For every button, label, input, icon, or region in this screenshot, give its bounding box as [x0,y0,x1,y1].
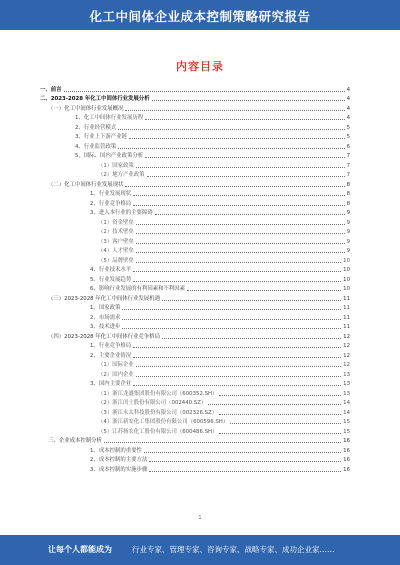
toc-leader-dots [136,375,341,377]
toc-entry[interactable] [40,160,350,170]
toc-entry-page: 15 [343,419,350,425]
toc-entry-page: 8 [346,200,350,207]
toc-entry[interactable] [40,217,350,227]
toc-entry-label: 2、市场需求 [90,314,121,321]
toc-entry[interactable] [40,369,350,379]
toc-entry[interactable] [40,407,350,417]
toc-leader-dots [136,232,345,234]
toc-entry-page: 4 [346,86,350,93]
toc-entry-page: 14 [343,400,350,406]
toc-leader-dots [122,308,341,310]
toc-entry[interactable] [40,141,350,151]
toc-leader-dots [136,365,341,367]
toc-leader-dots [133,280,341,282]
toc-leader-dots [136,223,345,225]
toc-leader-dots [149,470,341,472]
toc-entry-page: 10 [343,257,350,264]
toc-entry-page: 10 [343,286,350,292]
toc-entry-label: 6、影响行业发展的有利因素和不利因素 [90,286,186,292]
toc-leader-dots [133,346,341,348]
toc-entry-page: 11 [343,305,350,311]
toc-entry[interactable] [40,132,350,142]
toc-leader-dots [219,432,341,434]
toc-entry-label: （四）2023-2028 年化工中间体行业竞争格局 [48,333,160,340]
toc-entry[interactable] [40,198,350,208]
toc-entry-page: 14 [343,409,350,416]
toc-entry[interactable] [40,170,350,180]
toc-entry[interactable] [40,208,350,218]
toc-entry-label: 1、行业发展现状 [90,191,132,197]
toc-entry-page: 8 [346,191,350,197]
toc-entry-page: 9 [346,210,350,216]
page-header [0,0,400,30]
toc-entry[interactable] [40,322,350,332]
toc-entry-page: 11 [343,295,350,302]
toc-entry[interactable] [40,265,350,275]
report-title: 化工中间体企业成本控制策略研究报告 [89,9,311,24]
toc-entry-label: （1）浙江龙盛集团股份有限公司（600352.SH） [98,390,218,397]
toc-entry-page: 15 [343,428,350,435]
toc-leader-dots [219,394,341,396]
toc-entry-page: 7 [346,162,350,169]
toc-entry[interactable] [40,464,350,474]
toc-leader-dots [208,403,341,405]
toc-entry-page: 16 [343,466,350,473]
toc-leader-dots [136,166,345,168]
toc-leader-dots [187,289,341,291]
toc-leader-dots [145,156,344,158]
toc-entry-page: 5 [346,124,350,131]
toc-entry-label: （2）技术壁垒 [98,229,134,235]
toc-entry-page: 11 [343,314,350,321]
toc-entry-label: （2）浙江闰土股份有限公司（002440.SZ） [98,400,207,406]
toc-entry[interactable] [40,331,350,341]
toc-entry-page: 12 [343,352,350,359]
toc-entry-label: 3、技术进步 [90,324,121,330]
toc-entry[interactable] [40,388,350,398]
toc-entry[interactable] [40,398,350,408]
page-number: 1 [198,515,202,521]
toc-entry-label: 1、国家政策 [90,305,121,311]
toc-entry-label: 5、国际、国内产业政策分析 [75,153,144,159]
toc-leader-dots [149,460,341,462]
toc-entry-page: 9 [346,219,350,226]
toc-entry-label: 5、行业发展趋势 [90,276,132,283]
toc-entry[interactable] [40,189,350,199]
toc-entry[interactable] [40,360,350,370]
toc-entry-page: 12 [343,343,350,349]
toc-entry-label: 4、行业技术水平 [90,267,132,273]
toc-entry-page: 7 [346,172,350,178]
toc-leader-dots [104,441,341,443]
table-of-contents [40,84,350,474]
toc-entry-label: 二、2023-2028 年化工中间体行业发展分析 [40,96,150,102]
toc-leader-dots [219,413,341,415]
toc-entry-label: 三、企业成本控制分析 [48,438,102,444]
toc-entry-page: 16 [343,447,350,454]
toc-leader-dots [136,261,341,263]
toc-entry[interactable] [40,274,350,284]
toc-entry-label: （4）浙江新安化工集团股份有限公司（600596.SH） [98,419,229,425]
toc-entry-label: 2、行业竞争格局 [90,200,132,207]
toc-entry[interactable] [40,350,350,360]
toc-leader-dots [64,90,345,92]
toc-entry-page: 16 [343,457,350,463]
toc-leader-dots [147,175,345,177]
toc-entry-label: （二）化工中间体行业发展现状 [48,181,124,188]
toc-entry-page: 13 [343,390,350,397]
toc-entry[interactable] [40,445,350,455]
toc-entry[interactable] [40,341,350,351]
toc-leader-dots [133,384,341,386]
page-footer [0,535,400,565]
toc-entry[interactable] [40,379,350,389]
toc-entry[interactable] [40,303,350,313]
toc-entry-label: （1）资金壁垒 [98,219,134,226]
toc-entry-label: 1、行业竞争格局 [90,343,132,349]
toc-entry[interactable] [40,84,350,94]
toc-entry-page: 13 [343,381,350,387]
toc-entry-label: 3、进入本行业的主要障碍 [90,210,153,216]
toc-entry-label: 1、成本控制的重要性 [90,447,142,454]
toc-entry-page: 4 [346,115,350,121]
toc-entry-label: （2）国内企业 [98,371,134,378]
toc-entry[interactable] [40,255,350,265]
toc-entry[interactable] [40,122,350,132]
toc-entry-page: 5 [346,134,350,140]
toc-leader-dots [136,251,345,253]
toc-leader-dots [125,185,344,187]
toc-leader-dots [129,137,345,139]
toc-heading: 内容目录 [176,60,224,73]
toc-entry-label: 1、化工中间体行业发展历程 [75,115,144,121]
toc-entry-label: 3、行业上下游产业链 [75,134,127,140]
toc-entry[interactable] [40,312,350,322]
toc-leader-dots [125,109,344,111]
toc-entry-page: 7 [346,153,350,159]
toc-entry-label: （2）地方产业政策 [98,172,145,178]
toc-entry-label: （3）浙江永太科技股份有限公司（002326.SZ） [98,409,218,416]
toc-entry-label: （4）人才壁垒 [98,248,134,254]
toc-entry-page: 9 [346,248,350,254]
toc-entry[interactable] [40,103,350,113]
toc-entry-label: 4、行业监管政策 [75,143,117,150]
toc-entry-label: 一、前言 [40,86,62,93]
toc-leader-dots [118,128,344,130]
toc-leader-dots [230,422,341,424]
toc-leader-dots [144,451,341,453]
toc-leader-dots [133,204,344,206]
toc-leader-dots [118,147,344,149]
toc-entry-label: （5）品牌壁垒 [98,257,134,264]
toc-entry-page: 9 [346,238,350,245]
footer-slogan: 行业专家、管理专家、咨询专家、战略专家、成功企业家…… [132,545,335,554]
toc-entry-label: （1）国家政策 [98,162,134,169]
toc-entry-page: 16 [343,438,350,444]
toc-entry-page: 13 [343,371,350,378]
toc-entry[interactable] [40,179,350,189]
toc-entry[interactable] [40,455,350,465]
toc-leader-dots [133,194,344,196]
toc-entry-page: 4 [346,105,350,112]
toc-leader-dots [155,213,345,215]
toc-leader-dots [136,242,345,244]
toc-entry[interactable] [40,94,350,104]
toc-leader-dots [162,337,341,339]
toc-entry-page: 4 [346,96,350,102]
toc-entry-label: （3）客户壁垒 [98,238,134,245]
toc-entry-label: 2、主要企业情况 [90,352,132,359]
toc-entry-label: （一）化工中间体行业发展概况 [48,105,124,112]
toc-entry-page: 8 [346,181,350,188]
toc-entry-label: 3、国内主要企业 [90,381,132,387]
toc-entry[interactable] [40,284,350,294]
toc-entry[interactable] [40,246,350,256]
toc-entry[interactable] [40,151,350,161]
toc-leader-dots [145,118,344,120]
toc-leader-dots [152,99,345,101]
toc-entry[interactable] [40,426,350,436]
toc-entry[interactable] [40,436,350,446]
toc-entry-page: 11 [343,324,350,330]
toc-leader-dots [122,327,341,329]
toc-entry-label: （三）2023-2028 年化工中间体行业发展机遇 [48,295,160,302]
toc-entry-label: （1）国际企业 [98,362,134,368]
toc-entry[interactable] [40,236,350,246]
footer-brand: 让每个人都能成为 [48,545,112,554]
toc-entry-page: 12 [343,362,350,368]
toc-entry-label: 2、成本控制的主要方法 [90,457,148,463]
toc-leader-dots [122,318,341,320]
toc-entry[interactable] [40,293,350,303]
toc-leader-dots [133,270,341,272]
toc-entry-page: 12 [343,333,350,340]
toc-entry-page: 6 [346,143,350,150]
toc-entry-page: 10 [343,267,350,273]
toc-entry[interactable] [40,113,350,123]
toc-entry-page: 9 [346,229,350,235]
toc-leader-dots [133,356,341,358]
toc-entry-label: 2、行业经营模式 [75,124,117,131]
toc-leader-dots [162,299,341,301]
toc-entry-page: 10 [343,276,350,283]
toc-entry-label: （5）江苏扬农化工股份有限公司（600486.SH） [98,428,218,435]
toc-entry[interactable] [40,417,350,427]
toc-entry[interactable] [40,227,350,237]
toc-entry-label: 3、成本控制的实施步骤 [90,466,148,473]
